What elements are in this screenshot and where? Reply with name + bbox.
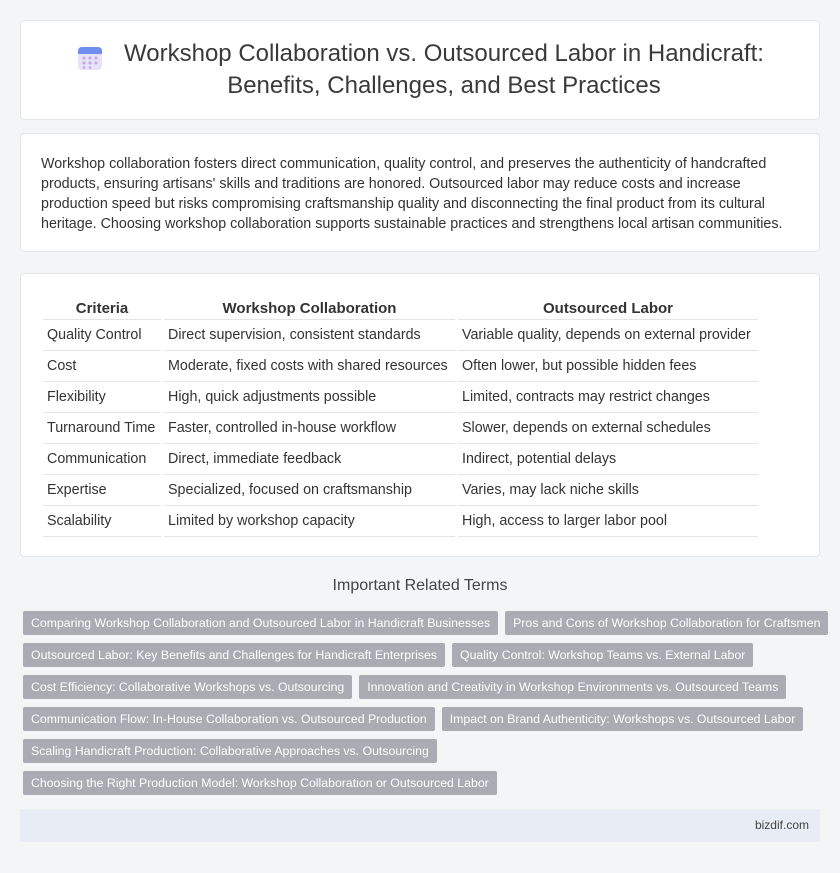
cell-criteria: Expertise bbox=[43, 475, 161, 506]
related-term-link[interactable]: Quality Control: Workshop Teams vs. External Labor bbox=[452, 643, 753, 667]
cell-workshop: Direct supervision, consistent standards bbox=[164, 320, 455, 351]
related-term-link[interactable]: Choosing the Right Production Model: Workshop Collaboration or Outsourced Labor bbox=[23, 771, 497, 795]
header-card bbox=[20, 20, 820, 120]
page-title bbox=[124, 38, 764, 102]
cell-workshop: Specialized, focused on craftsmanship bbox=[164, 475, 455, 506]
cell-outsourced: Variable quality, depends on external provider bbox=[458, 320, 758, 351]
cell-criteria: Quality Control bbox=[43, 320, 161, 351]
cell-workshop: High, quick adjustments possible bbox=[164, 382, 455, 413]
table-row bbox=[43, 320, 758, 351]
intro-text: Workshop collaboration fosters direct communication, quality control, and preserves the authenticity of handcrafted products, ensuring artisans' skills and traditions are honored. Outsourced labor may reduce costs and increase production speed but risks compromising craftsmanship quality and disconnecting the final product from its cultural heritage. Choosing workshop collaboration supports sustainable practices and strengthens local artisan communities. bbox=[41, 156, 783, 232]
intro-card bbox=[20, 133, 820, 252]
cell-criteria: Communication bbox=[43, 444, 161, 475]
table-header-row bbox=[43, 293, 758, 320]
table-row bbox=[43, 413, 758, 444]
cell-outsourced: Varies, may lack niche skills bbox=[458, 475, 758, 506]
comparison-table bbox=[40, 293, 761, 537]
cell-outsourced: Limited, contracts may restrict changes bbox=[458, 382, 758, 413]
table-row bbox=[43, 475, 758, 506]
related-term-link[interactable]: Outsourced Labor: Key Benefits and Challenges for Handicraft Enterprises bbox=[23, 643, 445, 667]
cell-workshop: Direct, immediate feedback bbox=[164, 444, 455, 475]
cell-workshop: Moderate, fixed costs with shared resources bbox=[164, 351, 455, 382]
table-row bbox=[43, 506, 758, 537]
related-term-link[interactable]: Innovation and Creativity in Workshop Environments vs. Outsourced Teams bbox=[359, 675, 786, 699]
cell-outsourced: Indirect, potential delays bbox=[458, 444, 758, 475]
related-terms-list bbox=[23, 611, 823, 803]
table-row bbox=[43, 444, 758, 475]
comparison-table-card bbox=[20, 273, 820, 557]
cell-outsourced: Often lower, but possible hidden fees bbox=[458, 351, 758, 382]
cell-outsourced: High, access to larger labor pool bbox=[458, 506, 758, 537]
related-term-link[interactable]: Comparing Workshop Collaboration and Outsourced Labor in Handicraft Businesses bbox=[23, 611, 498, 635]
cell-workshop: Faster, controlled in-house workflow bbox=[164, 413, 455, 444]
table-row bbox=[43, 351, 758, 382]
related-term-link[interactable]: Pros and Cons of Workshop Collaboration for Craftsmen bbox=[505, 611, 828, 635]
header-workshop: Workshop Collaboration bbox=[164, 293, 455, 320]
related-term-link[interactable]: Cost Efficiency: Collaborative Workshops vs. Outsourcing bbox=[23, 675, 352, 699]
header-criteria: Criteria bbox=[43, 293, 161, 320]
footer bbox=[20, 809, 820, 842]
footer-site-link[interactable]: bizdif.com bbox=[754, 818, 809, 832]
table-row bbox=[43, 382, 758, 413]
cell-workshop: Limited by workshop capacity bbox=[164, 506, 455, 537]
related-term-link[interactable]: Scaling Handicraft Production: Collaborative Approaches vs. Outsourcing bbox=[23, 739, 437, 763]
header-outsourced: Outsourced Labor bbox=[458, 293, 758, 320]
related-terms-title: Important Related Terms bbox=[332, 577, 508, 594]
related-term-link[interactable]: Impact on Brand Authenticity: Workshops vs. Outsourced Labor bbox=[442, 707, 804, 731]
cell-criteria: Cost bbox=[43, 351, 161, 382]
calendar-icon bbox=[76, 44, 104, 72]
related-term-link[interactable]: Communication Flow: In-House Collaboration vs. Outsourced Production bbox=[23, 707, 435, 731]
cell-criteria: Turnaround Time bbox=[43, 413, 161, 444]
cell-criteria: Flexibility bbox=[43, 382, 161, 413]
cell-criteria: Scalability bbox=[43, 506, 161, 537]
title-line-1: Workshop Collaboration vs. Outsourced Labor in Handicraft: bbox=[124, 40, 764, 67]
cell-outsourced: Slower, depends on external schedules bbox=[458, 413, 758, 444]
title-line-2: Benefits, Challenges, and Best Practices bbox=[227, 72, 661, 99]
